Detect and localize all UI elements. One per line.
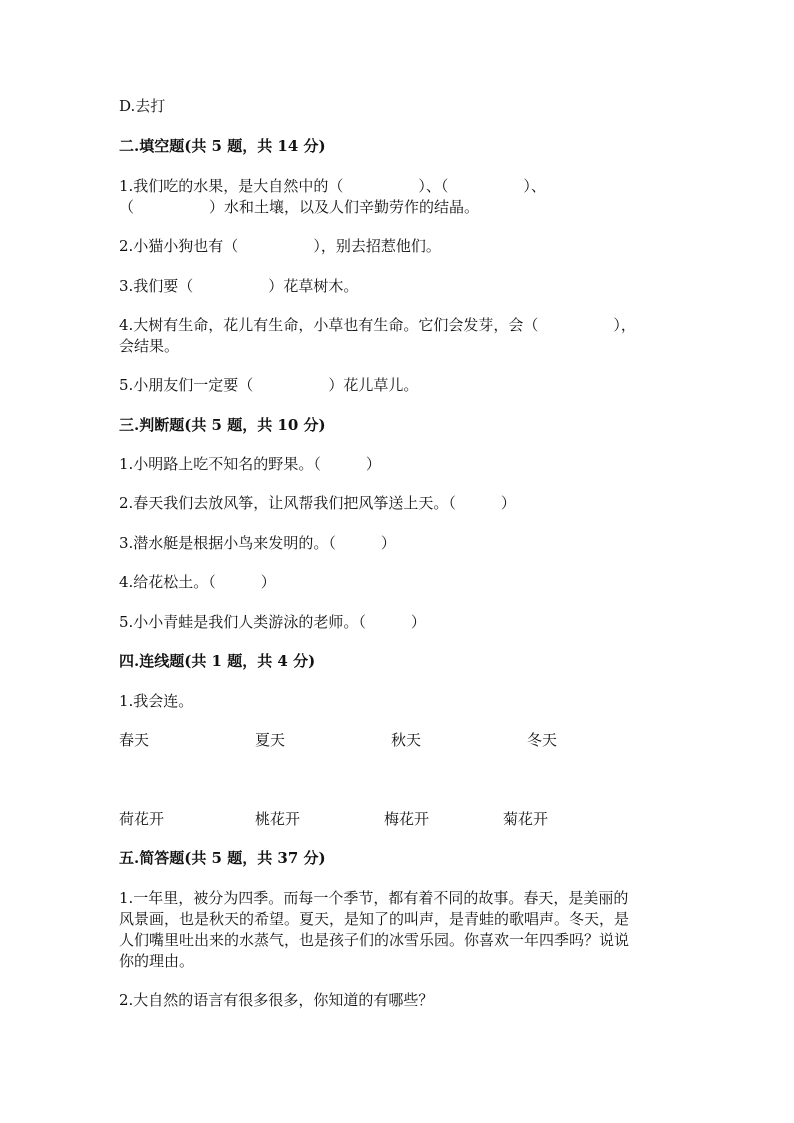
option-d-text: D.去打 [119,97,166,115]
section-3-heading: 三.判断题(共 5 题，共 10 分) [119,416,326,434]
season-summer: 夏天 [255,731,286,749]
judge-question-5: 5.小小青蛙是我们人类游泳的老师。（ ） [119,613,426,631]
short-answer-1-line-2: 风景画，也是秋天的希望。夏天，是知了的叫声，是青蛙的歌唱声。冬天，是 [119,910,630,928]
season-winter: 冬天 [527,731,558,749]
flower-peach: 桃花开 [255,810,301,828]
season-spring: 春天 [119,731,150,749]
fill-question-1-line-2: （ ）水和土壤，以及人们辛勤劳作的结晶。 [119,198,480,216]
short-answer-1-line-1: 1.一年里，被分为四季。而每一个季节，都有着不同的故事。春天，是美丽的 [119,889,629,907]
section-2-heading: 二.填空题(共 5 题，共 14 分) [119,137,326,155]
flower-lotus: 荷花开 [119,810,165,828]
short-answer-1-line-3: 人们嘴里吐出来的水蒸气，也是孩子们的冰雪乐园。你喜欢一年四季吗？说说 [119,931,630,949]
judge-question-1: 1.小明路上吃不知名的野果。（ ） [119,455,381,473]
fill-question-2: 2.小猫小狗也有（ ），别去招惹他们。 [119,237,441,255]
section-4-heading: 四.连线题(共 1 题，共 4 分) [119,652,316,670]
judge-question-3: 3.潜水艇是根据小鸟来发明的。（ ） [119,534,396,552]
fill-question-3: 3.我们要（ ）花草树木。 [119,277,359,295]
fill-question-4-line-2: 会结果。 [119,337,180,355]
fill-question-5: 5.小朋友们一定要（ ）花儿草儿。 [119,376,419,394]
flower-plum: 梅花开 [384,810,430,828]
judge-question-4: 4.给花松土。（ ） [119,573,276,591]
judge-question-2: 2.春天我们去放风筝，让风帮我们把风筝送上天。（ ） [119,494,516,512]
short-answer-2: 2.大自然的语言有很多很多，你知道的有哪些？ [119,991,434,1009]
season-autumn: 秋天 [391,731,422,749]
fill-question-4-line-1: 4.大树有生命，花儿有生命，小草也有生命。它们会发芽，会（ ）， [119,316,636,334]
fill-question-1-line-1: 1.我们吃的水果，是大自然中的（ ）、（ ）、 [119,177,546,195]
short-answer-1-line-4: 你的理由。 [119,952,195,970]
flower-chrysanthemum: 菊花开 [503,810,549,828]
section-5-heading: 五.简答题(共 5 题，共 37 分) [119,849,326,867]
match-question-1: 1.我会连。 [119,692,194,710]
